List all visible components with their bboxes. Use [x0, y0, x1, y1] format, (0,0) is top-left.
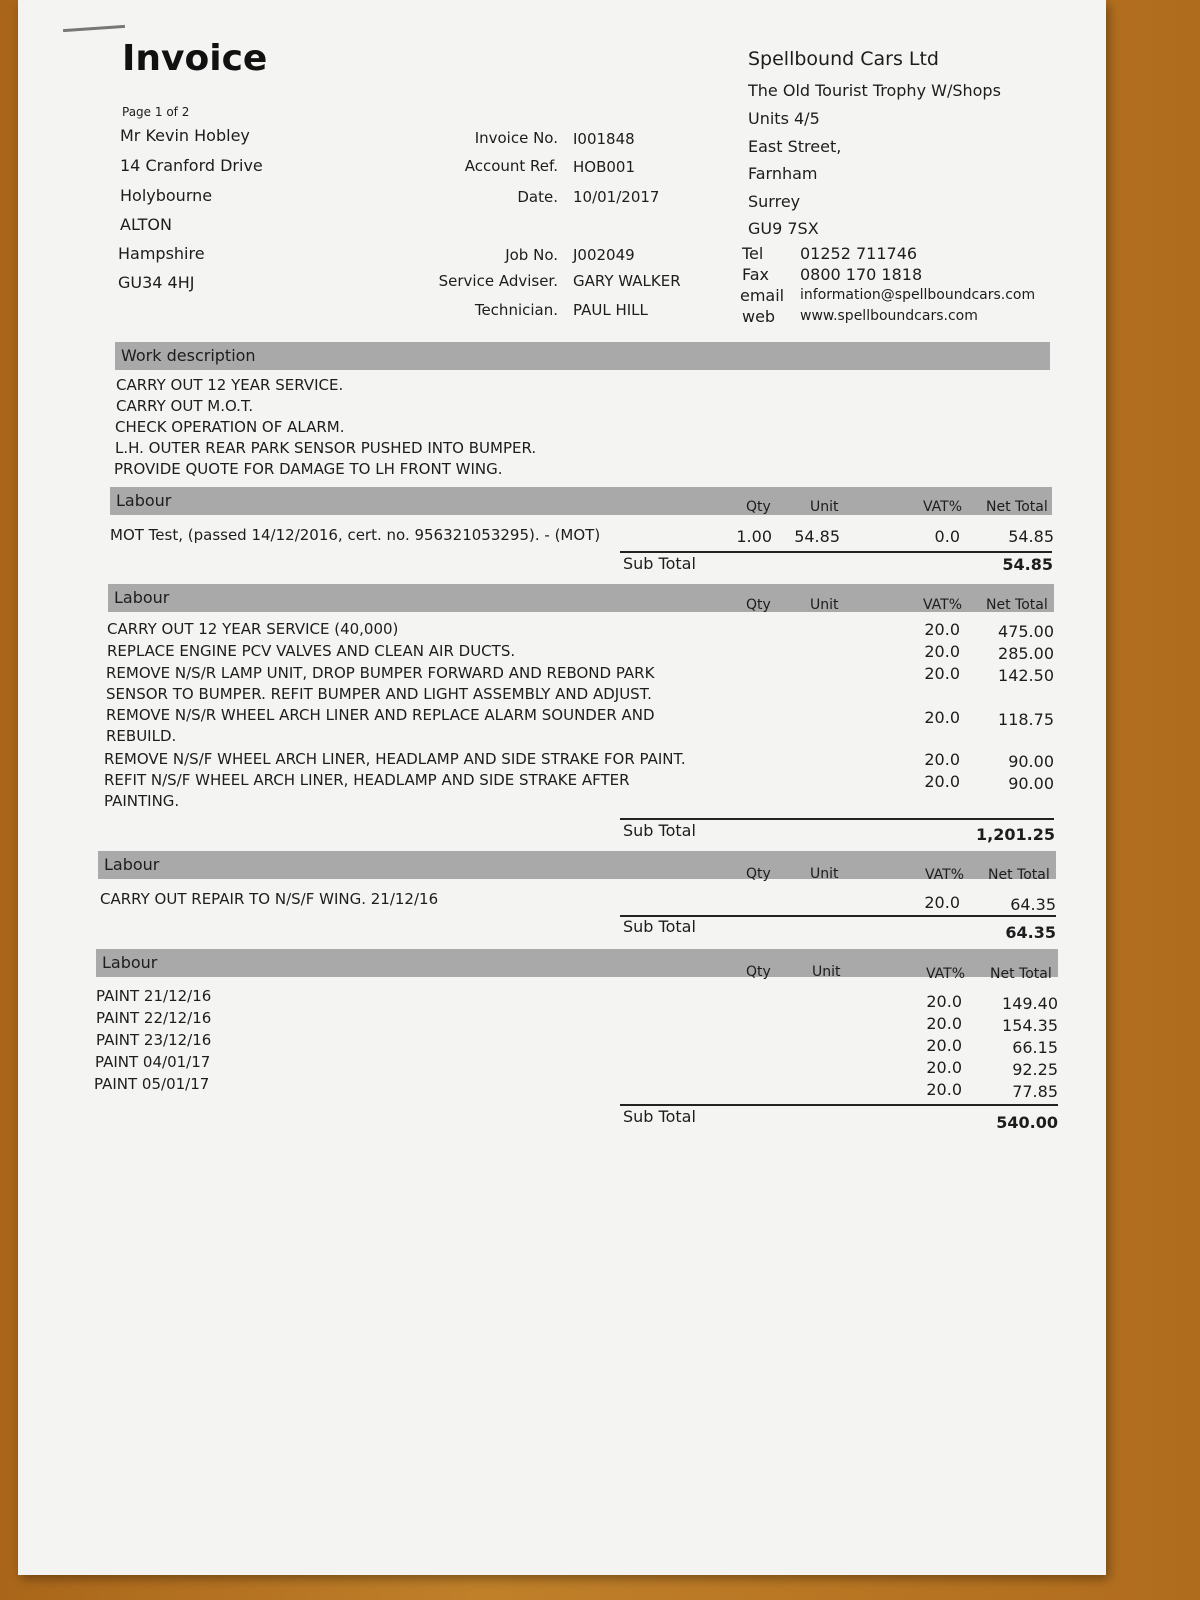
labour-item-desc: PAINT 21/12/16: [96, 987, 212, 1005]
labour-item-vat: 20.0: [924, 642, 960, 661]
job-no-label: Job No.: [505, 246, 558, 264]
labour-title: Labour: [116, 491, 172, 510]
labour-item-net: 90.00: [1008, 752, 1054, 771]
service-adviser-label: Service Adviser.: [438, 272, 558, 290]
subtotal-label: Sub Total: [623, 917, 696, 936]
labour-item-desc: REBUILD.: [106, 727, 177, 745]
customer-name: Mr Kevin Hobley: [120, 126, 250, 145]
labour-section-header: [110, 487, 1052, 515]
labour-item-desc: REMOVE N/S/R LAMP UNIT, DROP BUMPER FORWARD AND REBOND PARK: [106, 664, 655, 682]
customer-address-line: 14 Cranford Drive: [120, 156, 263, 175]
labour-item-vat: 20.0: [924, 708, 960, 727]
labour-item-desc: PAINT 04/01/17: [95, 1053, 211, 1071]
labour-item-vat: 20.0: [926, 1058, 962, 1077]
labour-item-net: 154.35: [1002, 1016, 1058, 1035]
labour-item-net: 149.40: [1002, 994, 1058, 1013]
customer-postcode: GU34 4HJ: [118, 273, 195, 292]
subtotal-label: Sub Total: [623, 1107, 696, 1126]
unit-column-header: Unit: [810, 597, 839, 613]
company-name: Spellbound Cars Ltd: [748, 48, 939, 70]
unit-column-header: Unit: [812, 964, 841, 980]
subtotal-label: Sub Total: [623, 554, 696, 573]
labour-item-net: 285.00: [998, 644, 1054, 663]
labour-item-desc: PAINT 22/12/16: [96, 1009, 212, 1027]
fax-value: 0800 170 1818: [800, 265, 923, 284]
labour-item-net: 77.85: [1012, 1082, 1058, 1101]
net-total-column-header: Net Total: [988, 867, 1050, 883]
subtotal-label: Sub Total: [623, 821, 696, 840]
customer-address-line: ALTON: [120, 215, 172, 234]
staple-mark: [63, 25, 125, 32]
subtotal-value: 540.00: [996, 1113, 1058, 1132]
qty-column-header: Qty: [746, 597, 771, 613]
customer-address-line: Hampshire: [118, 244, 205, 263]
qty-column-header: Qty: [746, 964, 771, 980]
labour-item-net: 54.85: [1008, 527, 1054, 546]
invoice-title: Invoice: [122, 38, 268, 79]
labour-item-vat: 20.0: [926, 992, 962, 1011]
labour-item-vat: 20.0: [926, 1014, 962, 1033]
work-line: CHECK OPERATION OF ALARM.: [115, 418, 345, 436]
labour-item-desc: PAINTING.: [104, 792, 180, 810]
company-address-line: Surrey: [748, 192, 801, 211]
company-address-line: Farnham: [748, 164, 818, 183]
work-line: PROVIDE QUOTE FOR DAMAGE TO LH FRONT WING.: [114, 460, 503, 478]
vat-column-header: VAT%: [925, 867, 965, 883]
account-ref-value: HOB001: [573, 158, 636, 176]
job-no-value: J002049: [573, 246, 635, 264]
company-address-line: Units 4/5: [748, 109, 820, 128]
labour-item-desc: CARRY OUT REPAIR TO N/S/F WING. 21/12/16: [100, 890, 439, 908]
labour-item-desc: REPLACE ENGINE PCV VALVES AND CLEAN AIR DUCTS.: [107, 642, 516, 660]
labour-item-net: 142.50: [998, 666, 1054, 685]
work-line: L.H. OUTER REAR PARK SENSOR PUSHED INTO BUMPER.: [115, 439, 537, 457]
company-address-line: East Street,: [748, 137, 842, 156]
web-value: www.spellboundcars.com: [800, 308, 978, 324]
labour-item-desc: CARRY OUT 12 YEAR SERVICE (40,000): [107, 620, 399, 638]
vat-column-header: VAT%: [926, 966, 966, 982]
labour-item-qty: 1.00: [736, 527, 772, 546]
date-label: Date.: [517, 188, 558, 206]
subtotal-rule: [620, 818, 1054, 820]
work-line: CARRY OUT 12 YEAR SERVICE.: [116, 376, 344, 394]
net-total-column-header: Net Total: [986, 597, 1048, 613]
subtotal-value: 1,201.25: [976, 825, 1055, 844]
subtotal-value: 54.85: [1002, 555, 1053, 574]
labour-item-vat: 20.0: [924, 750, 960, 769]
qty-column-header: Qty: [746, 866, 771, 882]
subtotal-value: 64.35: [1005, 923, 1056, 942]
fax-label: Fax: [742, 265, 770, 284]
labour-item-vat: 20.0: [924, 893, 960, 912]
labour-section-header: [96, 949, 1058, 977]
labour-title: Labour: [104, 855, 160, 874]
email-value: information@spellboundcars.com: [800, 287, 1036, 303]
labour-item-vat: 20.0: [924, 772, 960, 791]
date-value: 10/01/2017: [573, 188, 660, 206]
company-address-line: The Old Tourist Trophy W/Shops: [748, 81, 1001, 100]
subtotal-rule: [620, 1104, 1058, 1106]
labour-item-net: 118.75: [998, 710, 1054, 729]
labour-item-desc: REMOVE N/S/F WHEEL ARCH LINER, HEADLAMP AND SIDE STRAKE FOR PAINT.: [104, 750, 686, 768]
tel-label: Tel: [742, 244, 764, 263]
work-description-header: [115, 342, 1050, 370]
labour-title: Labour: [102, 953, 158, 972]
labour-item-desc: PAINT 23/12/16: [96, 1031, 212, 1049]
labour-section-header: [108, 584, 1054, 612]
tel-value: 01252 711746: [800, 244, 918, 263]
labour-section-header: [98, 851, 1056, 879]
labour-item-vat: 20.0: [924, 664, 960, 683]
labour-item-vat: 20.0: [926, 1036, 962, 1055]
labour-item-vat: 20.0: [926, 1080, 962, 1099]
work-line: CARRY OUT M.O.T.: [116, 397, 254, 415]
invoice-sheet: [18, 0, 1106, 1575]
web-label: web: [742, 307, 776, 326]
qty-column-header: Qty: [746, 499, 771, 515]
labour-item-desc: REFIT N/S/F WHEEL ARCH LINER, HEADLAMP AND SIDE STRAKE AFTER: [104, 771, 630, 789]
page-number: Page 1 of 2: [122, 105, 190, 119]
company-postcode: GU9 7SX: [748, 219, 819, 238]
labour-item-net: 66.15: [1012, 1038, 1058, 1057]
technician-label: Technician.: [474, 301, 558, 319]
subtotal-rule: [620, 551, 1052, 553]
net-total-column-header: Net Total: [986, 499, 1048, 515]
labour-item-vat: 0.0: [934, 527, 960, 546]
labour-item-desc: PAINT 05/01/17: [94, 1075, 210, 1093]
labour-item-desc: REMOVE N/S/R WHEEL ARCH LINER AND REPLACE ALARM SOUNDER AND: [106, 706, 655, 724]
email-label: email: [740, 286, 785, 305]
technician-value: PAUL HILL: [573, 301, 648, 319]
account-ref-label: Account Ref.: [464, 157, 558, 175]
invoice-no-label: Invoice No.: [474, 129, 558, 147]
labour-item-net: 90.00: [1008, 774, 1054, 793]
vat-column-header: VAT%: [923, 597, 963, 613]
unit-column-header: Unit: [810, 866, 839, 882]
net-total-column-header: Net Total: [990, 966, 1052, 982]
labour-item-net: 92.25: [1012, 1060, 1058, 1079]
customer-address-line: Holybourne: [120, 186, 213, 205]
labour-item-net: 64.35: [1010, 895, 1056, 914]
invoice-no-value: I001848: [573, 130, 635, 148]
labour-item-desc: SENSOR TO BUMPER. REFIT BUMPER AND LIGHT ASSEMBLY AND ADJUST.: [106, 685, 652, 703]
labour-item-unit: 54.85: [794, 527, 840, 546]
labour-item-vat: 20.0: [924, 620, 960, 639]
vat-column-header: VAT%: [923, 499, 963, 515]
unit-column-header: Unit: [810, 499, 839, 515]
service-adviser-value: GARY WALKER: [573, 272, 681, 290]
work-description-title: Work description: [121, 346, 256, 365]
labour-title: Labour: [114, 588, 170, 607]
labour-item-desc: MOT Test, (passed 14/12/2016, cert. no. 956321053295). - (MOT): [110, 526, 601, 544]
labour-item-net: 475.00: [998, 622, 1054, 641]
